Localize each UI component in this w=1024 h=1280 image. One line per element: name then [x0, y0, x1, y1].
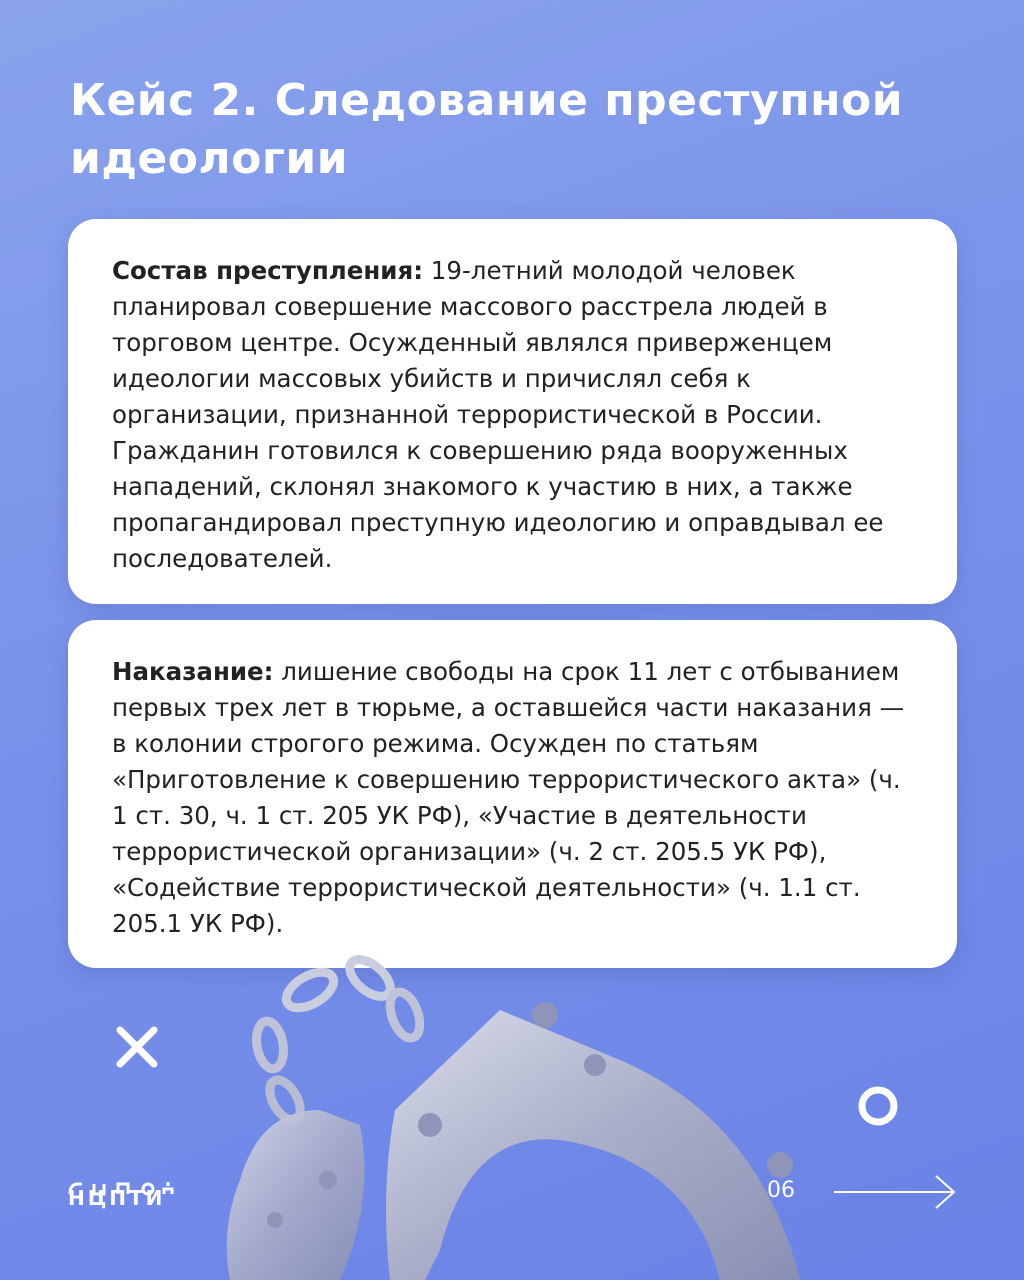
logo-text: НЦПТИ — [68, 1186, 166, 1210]
case-description-label: Состав преступления: — [112, 256, 423, 285]
punishment-text — [112, 654, 917, 942]
punishment-card — [68, 620, 957, 968]
page-number: 06 — [767, 1178, 795, 1203]
case-description-text — [112, 253, 917, 577]
punishment-body: лишение свободы на срок 11 лет с отбыванием первых трех лет в тюрьме, а оставшейся части наказания — в колонии строгого режима. Осужден по статьям «Приготовление к совершению террористического акта» (ч. 1 ст. 30, ч. 1 ст. 205 УК РФ), «Участие в деятельности террористической организации» (ч. 2 ст. 205.5 УК РФ), «Содействие террористической деятельности» (ч. 1.1 ст. 205.1 УК РФ). — [112, 657, 905, 938]
case-description-body: 19-летний молодой человек планировал совершение массового расстрела людей в торговом центре. Осужденный являлся приверженцем идеологии массовых убийств и причислял себя к организации, признанной террористической в России. Гражданин готовился к совершению ряда вооруженных нападений, склонял знакомого к участию в них, а также пропагандировал преступную идеологию и оправдывал ее последователей. — [112, 256, 884, 573]
punishment-label: Наказание: — [112, 657, 274, 686]
handcuffs-illustration — [200, 950, 840, 1280]
arrow-right-icon[interactable] — [832, 1172, 960, 1212]
circle-icon — [857, 1085, 899, 1127]
page-title: Кейс 2. Следование преступной идеологии — [70, 75, 904, 184]
case-description-card — [68, 219, 957, 604]
cross-icon — [114, 1024, 160, 1070]
